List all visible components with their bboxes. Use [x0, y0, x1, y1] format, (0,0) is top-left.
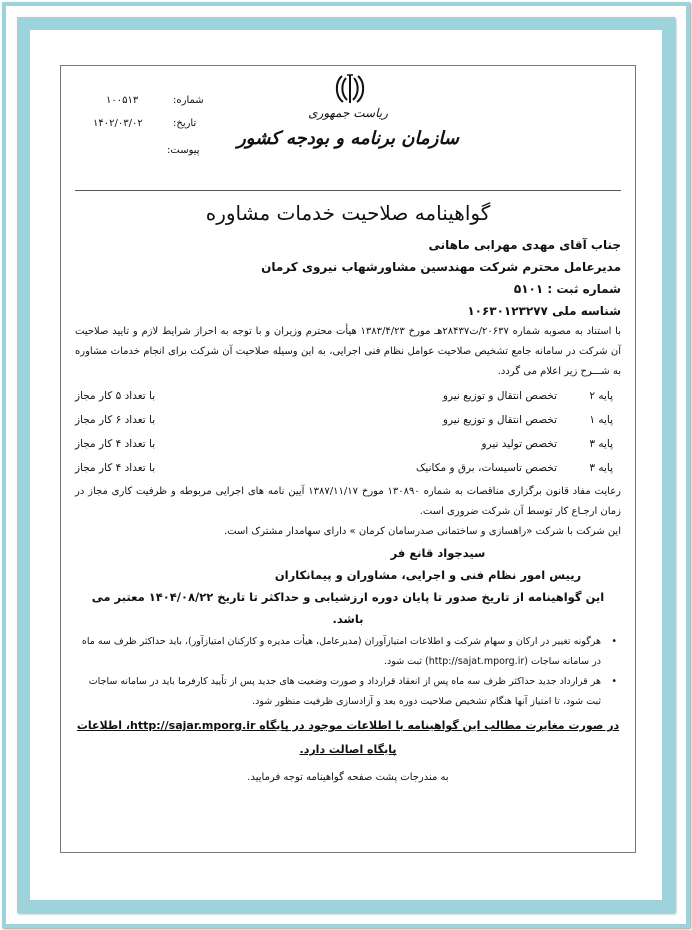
competency-specialty: تخصص انتقال و توزیع نیرو	[442, 390, 557, 402]
notes-list	[75, 632, 621, 712]
competency-grade: پایه ۳	[589, 438, 613, 450]
org-name: سازمان برنامه و بودجه کشور	[237, 128, 459, 149]
competency-grade: پایه ۱	[589, 414, 613, 426]
competency-list	[75, 384, 621, 480]
intro-line: می گردد.	[497, 366, 537, 377]
rules-paragraph	[75, 482, 621, 522]
intro-line: در سامانه جامع تشخیص صلاحیت عوامل نظام فنی اجرایی، به این وسیله صلاحیت آن شرکت برای انجام خدمات مشاوره به شـــرح زیر اعلام	[75, 346, 621, 377]
competency-grade: پایه ۳	[589, 462, 613, 474]
intro-line: با استناد به مصوبه شماره ۲۰۶۳۷/ت۲۸۴۳۷هـ مورخ ۱۳۸۳/۴/۲۳ هیأت محترم وزیران و با توجه به احراز شرایط لازم و تایید صلاحیت آن شرکت	[75, 326, 621, 357]
note-item	[75, 672, 621, 712]
number-value: ۱۰۰۵۱۳	[106, 95, 139, 106]
note-line: هر قرارداد جدید حداکثر ظرف سه ماه پس از انعقاد قرارداد و صورت وضعیت های جدید پس از تأیید کارفرما باید در سامانه ساجات ثبت	[88, 676, 601, 707]
competency-grade: پایه ۲	[589, 390, 613, 402]
competency-row	[75, 432, 621, 456]
competency-specialty: تخصص تاسیسات، برق و مکانیک	[416, 462, 557, 474]
divider	[75, 190, 621, 191]
competency-row	[75, 456, 621, 480]
certificate-title: گواهینامه صلاحیت خدمات مشاوره	[205, 201, 491, 225]
competency-count: با تعداد ۴ کار مجاز	[75, 438, 156, 450]
competency-row	[75, 384, 621, 408]
note-item	[75, 632, 621, 672]
registration-number: شماره ثبت : ۵۱۰۱	[513, 282, 621, 296]
certificate-body	[75, 198, 621, 790]
recipient-position: مدیرعامل محترم شرکت مهندسین مشاورشهاب نیروی کرمان	[261, 260, 621, 274]
competency-specialty: تخصص تولید نیرو	[481, 438, 557, 450]
competency-specialty: تخصص انتقال و توزیع نیرو	[442, 414, 557, 426]
signatory-name: سیدجواد قانع فر	[390, 546, 486, 560]
date-label: تاریخ:	[173, 118, 197, 129]
competency-count: با تعداد ۵ کار مجاز	[75, 390, 156, 402]
recipient-name: جناب آقای مهدی مهرابی ماهانی	[428, 238, 621, 252]
note-line: سامانه ساجات (http://sajat.mporg.ir) ثبت شود.	[384, 656, 590, 667]
shareholder-note: این شرکت با شرکت «راهسازی و ساختمانی صدرسامان کرمان » دارای سهامدار مشترک است.	[223, 526, 621, 537]
note-line: هرگونه تغییر در ارکان و سهام شرکت و اطلاعات امتیازآوران (مدیرعامل، هیأت مدیره و کارکنان امتیازآور)، باید حداکثر ظرف سه ماه در	[81, 636, 601, 667]
validity-statement: این گواهینامه از تاریخ صدور تا پایان دوره ارزشیابی و حداکثر تا تاریخ ۱۴۰۴/۰۸/۲۲ معتبر می باشد.	[91, 590, 605, 626]
note-bullet: •	[611, 676, 617, 687]
note-bullet: •	[611, 636, 617, 647]
discrepancy-notice: در صورت مغایرت مطالب این گواهینامه با اطلاعات موجود در پایگاه http://sajar.mporg.ir، اطلاعات پایگاه اصالت دارد.	[76, 719, 620, 756]
certificate-page	[60, 65, 636, 853]
date-value: ۱۴۰۲/۰۳/۰۲	[93, 118, 143, 129]
note-line: شود، تا امتیاز آنها هنگام تشخیص صلاحیت دوره بعد و آزادسازی ظرفیت منظور شود.	[252, 696, 584, 707]
competency-count: با تعداد ۴ کار مجاز	[75, 462, 156, 474]
rules-line: رعایت مفاد قانون برگزاری مناقصات به شماره ۱۳۰۸۹۰ مورخ ۱۳۸۷/۱۱/۱۷ آیین نامه های اجرایی مربوطه و ظرفیت کاری مجاز در زمان ارجـاع	[75, 486, 621, 517]
iran-emblem-icon	[333, 72, 367, 106]
number-label: شماره:	[173, 95, 204, 106]
attachment-label: پیوست:	[167, 145, 200, 156]
org-subtitle: ریاست جمهوری	[308, 106, 388, 120]
competency-count: با تعداد ۶ کار مجاز	[75, 414, 156, 426]
national-id: شناسه ملی ۱۰۶۳۰۱۲۳۲۷۷	[467, 304, 621, 318]
signatory-title: رییس امور نظام فنی و اجرایی، مشاوران و پیمانکاران	[274, 568, 582, 582]
intro-paragraph	[75, 322, 621, 382]
rules-line: کار توسط آن شرکت ضروری است.	[419, 506, 569, 517]
footer-note: به مندرجات پشت صفحه گواهینامه توجه فرمایید.	[247, 772, 449, 783]
competency-row	[75, 408, 621, 432]
